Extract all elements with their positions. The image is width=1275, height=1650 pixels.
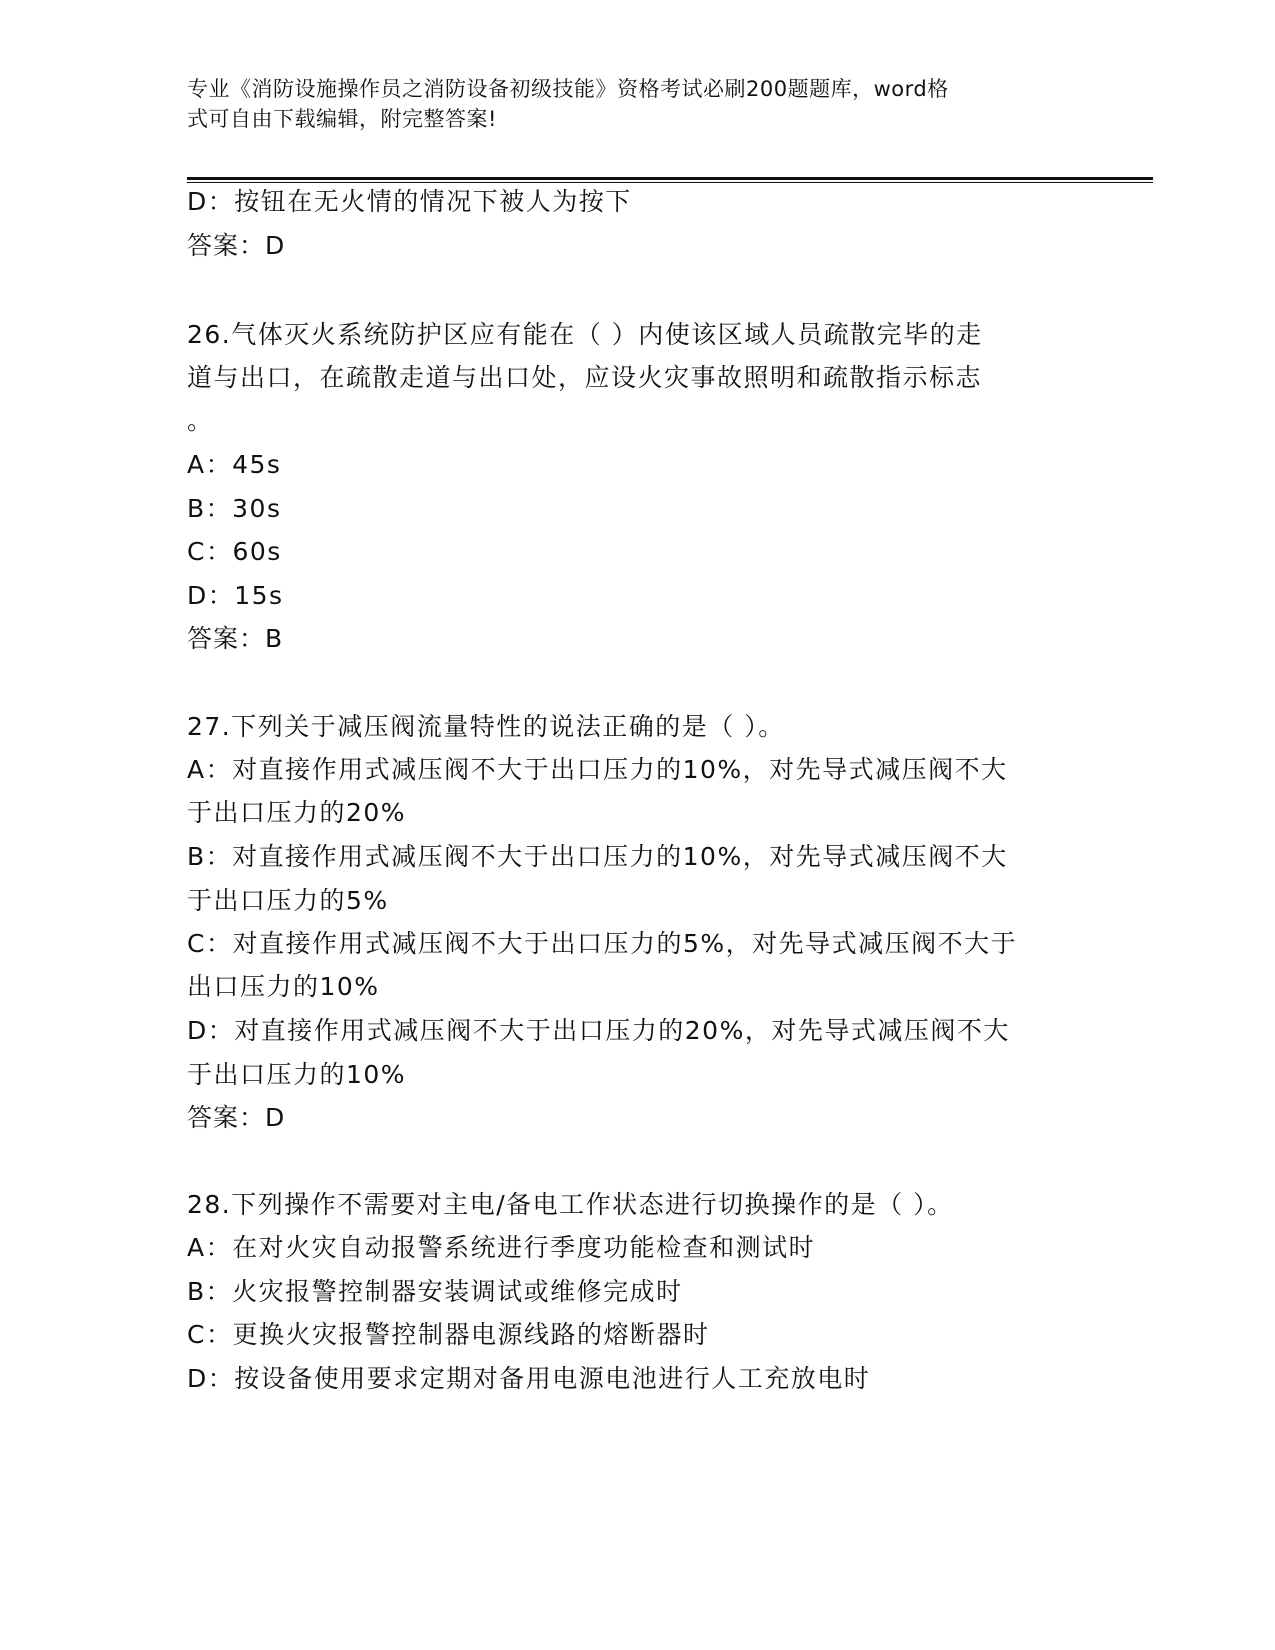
q27-option-a-line-1: A：对直接作用式减压阀不大于出口压力的10%，对先导式减压阀不大 <box>187 755 1008 784</box>
q28-option-c: C：更换火灾报警控制器电源线路的熔断器时 <box>187 1320 710 1349</box>
q27-option-d-line-2: 于出口压力的10% <box>187 1060 407 1089</box>
q27-option-d-line-1: D：对直接作用式减压阀不大于出口压力的20%，对先导式减压阀不大 <box>187 1016 1010 1045</box>
q26-option-c: C：60s <box>187 537 282 566</box>
q27-option-c-line-2: 出口压力的10% <box>187 972 380 1001</box>
q26-stem-line-1: 26.气体灭火系统防护区应有能在（ ）内使该区域人员疏散完毕的走 <box>187 320 983 349</box>
q27-option-b-line-1: B：对直接作用式减压阀不大于出口压力的10%，对先导式减压阀不大 <box>187 842 1008 871</box>
q26-stem-line-2: 道与出口，在疏散走道与出口处，应设火灾事故照明和疏散指示标志 <box>187 363 983 392</box>
q27-option-c-line-1: C：对直接作用式减压阀不大于出口压力的5%，对先导式减压阀不大于 <box>187 929 1018 958</box>
q25-option-d: D：按钮在无火情的情况下被人为按下 <box>187 187 632 216</box>
q26-stem-line-3: 。 <box>187 406 214 435</box>
q25-answer: 答案：D <box>187 231 286 260</box>
q27-option-b-line-2: 于出口压力的5% <box>187 886 389 915</box>
q27-answer: 答案：D <box>187 1103 286 1132</box>
q28-option-b: B：火灾报警控制器安装调试或维修完成时 <box>187 1277 683 1306</box>
q28-option-d: D：按设备使用要求定期对备用电源电池进行人工充放电时 <box>187 1364 871 1393</box>
header-rule-thick <box>187 177 1153 180</box>
header-line-2: 式可自由下载编辑，附完整答案! <box>187 107 497 131</box>
document-header <box>187 74 1077 134</box>
q28-option-a: A：在对火灾自动报警系统进行季度功能检查和测试时 <box>187 1233 816 1262</box>
q28-stem: 28.下列操作不需要对主电/备电工作状态进行切换操作的是（ ）。 <box>187 1190 954 1219</box>
header-rule-thin <box>187 182 1153 183</box>
q26-answer: 答案：B <box>187 624 284 653</box>
q27-option-a-line-2: 于出口压力的20% <box>187 798 407 827</box>
q26-option-b: B：30s <box>187 494 282 523</box>
q27-stem: 27.下列关于减压阀流量特性的说法正确的是（ ）。 <box>187 712 785 741</box>
q26-option-a: A：45s <box>187 450 282 479</box>
header-line-1: 专业《消防设施操作员之消防设备初级技能》资格考试必刷200题题库，word格 <box>187 77 949 101</box>
q26-option-d: D：15s <box>187 581 284 610</box>
